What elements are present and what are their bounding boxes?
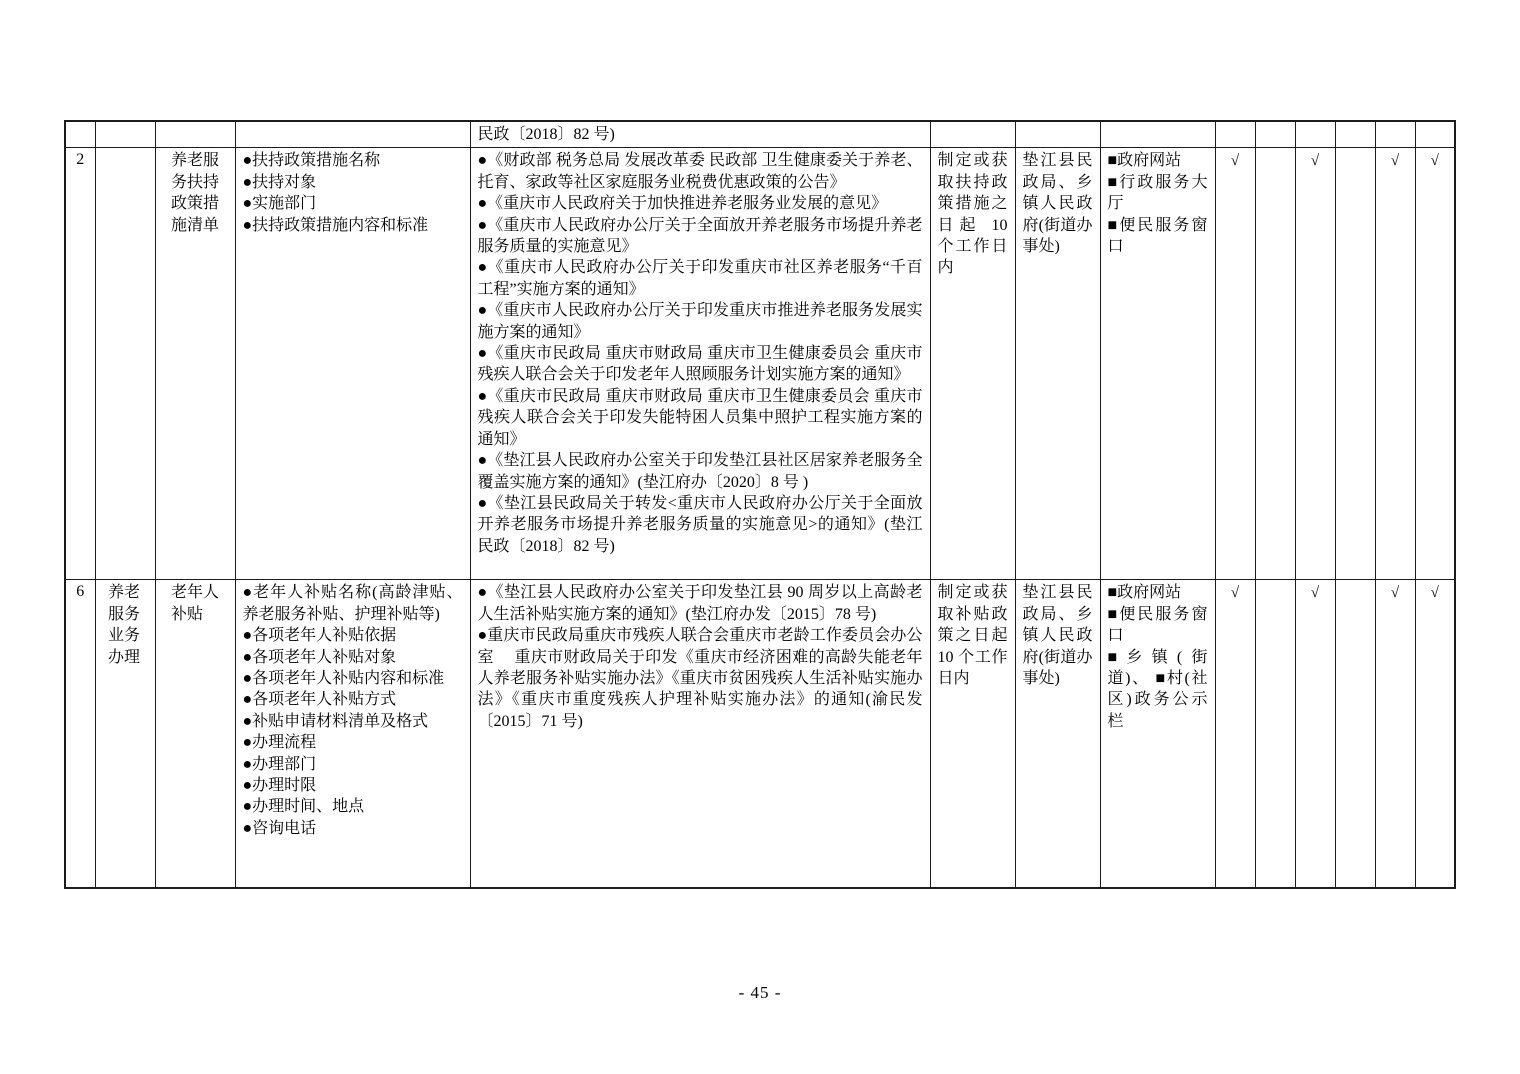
cell-item-name <box>155 580 235 888</box>
cell-seq <box>65 121 95 148</box>
page-number: - 45 - <box>738 983 782 1002</box>
cell-channels <box>1100 121 1215 148</box>
cell-checkbox: √ <box>1215 580 1255 888</box>
cell-checkbox: √ <box>1295 580 1335 888</box>
cell-policy-basis <box>470 148 930 580</box>
list-item: ■政府网站 <box>1107 152 1182 170</box>
cell-channels <box>1100 148 1215 580</box>
table-row-6 <box>65 580 1455 888</box>
cell-checkbox: √ <box>1415 580 1455 888</box>
cell-checkbox <box>1335 121 1375 148</box>
cell-item-name <box>155 148 235 580</box>
cell-time-limit <box>930 121 1015 148</box>
item-name-text: 养老服务扶持政策措施清单 <box>171 152 220 234</box>
list-item: ■政府网站 <box>1107 584 1182 602</box>
cell-checkbox: √ <box>1295 148 1335 580</box>
item-name-text: 老年人补贴 <box>171 584 220 623</box>
list-item: ●《垫江县民政局关于转发<重庆市人民政府办公厅关于全面放开养老服务市场提升养老服务质量的实施意见>的通知》(垫江民政〔2018〕82 号) <box>477 494 923 555</box>
list-item: ●《重庆市人民政府关于加快推进养老服务业发展的意见》 <box>477 195 888 213</box>
cell-responsible-org: 垫江县民政局、乡镇人民政府(街道办事处) <box>1015 148 1100 580</box>
cell-checkbox <box>1255 148 1295 580</box>
cell-category <box>95 121 155 148</box>
table-row-continuation <box>65 121 1455 148</box>
cell-checkbox <box>1335 148 1375 580</box>
cell-time-limit: 制定或获取补贴政策之日起 10 个工作日内 <box>930 580 1015 888</box>
disclosure-items-table <box>64 120 1456 889</box>
list-item: ●《重庆市人民政府办公厅关于印发重庆市社区养老服务“千百工程”实施方案的通知》 <box>477 259 923 298</box>
cell-elements <box>235 148 470 580</box>
list-item: ●《财政部 税务总局 发展改革委 民政部 卫生健康委关于养老、托育、家政等社区家庭服务业税费优惠政策的公告》 <box>477 152 923 191</box>
list-item: ●各项老年人补贴对象 <box>242 648 397 666</box>
list-item: ●重庆市民政局重庆市残疾人联合会重庆市老龄工作委员会办公室 重庆市财政局关于印发《重庆市经济困难的高龄失能老年人养老服务补贴实施办法》《重庆市贫困残疾人生活补贴实施办法》《重庆市重度残疾人护理补贴实施办法》的通知(渝民发〔2015〕71 号) <box>477 627 923 730</box>
cell-checkbox <box>1215 121 1255 148</box>
cell-policy-basis <box>470 580 930 888</box>
list-item: ■便民服务窗口 <box>1107 605 1208 645</box>
list-item: ●《重庆市民政局 重庆市财政局 重庆市卫生健康委员会 重庆市残疾人联合会关于印发失能特困人员集中照护工程实施方案的通知》 <box>477 387 923 448</box>
cell-checkbox <box>1375 121 1415 148</box>
list-item: ●办理部门 <box>242 755 317 773</box>
list-item: ●各项老年人补贴方式 <box>242 691 397 709</box>
list-item: ●办理时限 <box>242 777 317 795</box>
list-item: ●《垫江县人民政府办公室关于印发垫江县 90 周岁以上高龄老人生活补贴实施方案的通知》(垫江府办发〔2015〕78 号) <box>477 584 923 623</box>
cell-seq: 2 <box>65 148 95 580</box>
list-item: ●实施部门 <box>242 195 317 213</box>
list-item: ●《重庆市人民政府办公厅关于全面放开养老服务市场提升养老服务质量的实施意见》 <box>477 216 923 256</box>
list-item: ●补贴申请材料清单及格式 <box>242 712 429 730</box>
cell-checkbox: √ <box>1415 148 1455 580</box>
table-row-2 <box>65 148 1455 580</box>
cell-responsible-org: 垫江县民政局、乡镇人民政府(街道办事处) <box>1015 580 1100 888</box>
cell-policy-basis: 民政〔2018〕82 号) <box>470 121 930 148</box>
cell-channels <box>1100 580 1215 888</box>
cell-checkbox <box>1255 121 1295 148</box>
list-item: ●老年人补贴名称(高龄津贴、养老服务补贴、护理补贴等) <box>242 584 463 623</box>
list-item: ●《重庆市民政局 重庆市财政局 重庆市卫生健康委员会 重庆市残疾人联合会关于印发老年人照顾服务计划实施方案的通知》 <box>477 345 923 384</box>
cell-checkbox <box>1295 121 1335 148</box>
list-item: ●《重庆市人民政府办公厅关于印发重庆市推进养老服务发展实施方案的通知》 <box>477 302 923 341</box>
list-item: ●办理时间、地点 <box>242 798 365 816</box>
cell-checkbox: √ <box>1215 148 1255 580</box>
category-text: 养老服务业务办理 <box>108 584 141 666</box>
cell-category <box>95 148 155 580</box>
list-item: ●办理流程 <box>242 734 317 752</box>
list-item: ■乡镇(街道)、 ■村(社区)政务公示栏 <box>1107 648 1208 730</box>
list-item: ■行政服务大厅 <box>1107 173 1208 213</box>
list-item: ●扶持政策措施名称 <box>242 152 381 170</box>
list-item: ●扶持对象 <box>242 173 317 191</box>
cell-responsible-org <box>1015 121 1100 148</box>
cell-category <box>95 580 155 888</box>
list-item: ●扶持政策措施内容和标准 <box>242 216 429 234</box>
cell-elements <box>235 121 470 148</box>
cell-checkbox <box>1335 580 1375 888</box>
cell-checkbox: √ <box>1375 580 1415 888</box>
list-item: ●各项老年人补贴依据 <box>242 627 397 645</box>
cell-checkbox <box>1415 121 1455 148</box>
list-item: ●《垫江县人民政府办公室关于印发垫江县社区居家养老服务全覆盖实施方案的通知》(垫江府办〔2020〕8 号 ) <box>477 452 923 491</box>
cell-item-name <box>155 121 235 148</box>
cell-checkbox <box>1255 580 1295 888</box>
list-item: ●各项老年人补贴内容和标准 <box>242 670 445 688</box>
list-item: ●咨询电话 <box>242 819 317 837</box>
cell-checkbox: √ <box>1375 148 1415 580</box>
cell-seq: 6 <box>65 580 95 888</box>
cell-elements <box>235 580 470 888</box>
cell-time-limit: 制定或获取扶持政策措施之日起 10 个工作日内 <box>930 148 1015 580</box>
list-item: ■便民服务窗口 <box>1107 216 1208 256</box>
